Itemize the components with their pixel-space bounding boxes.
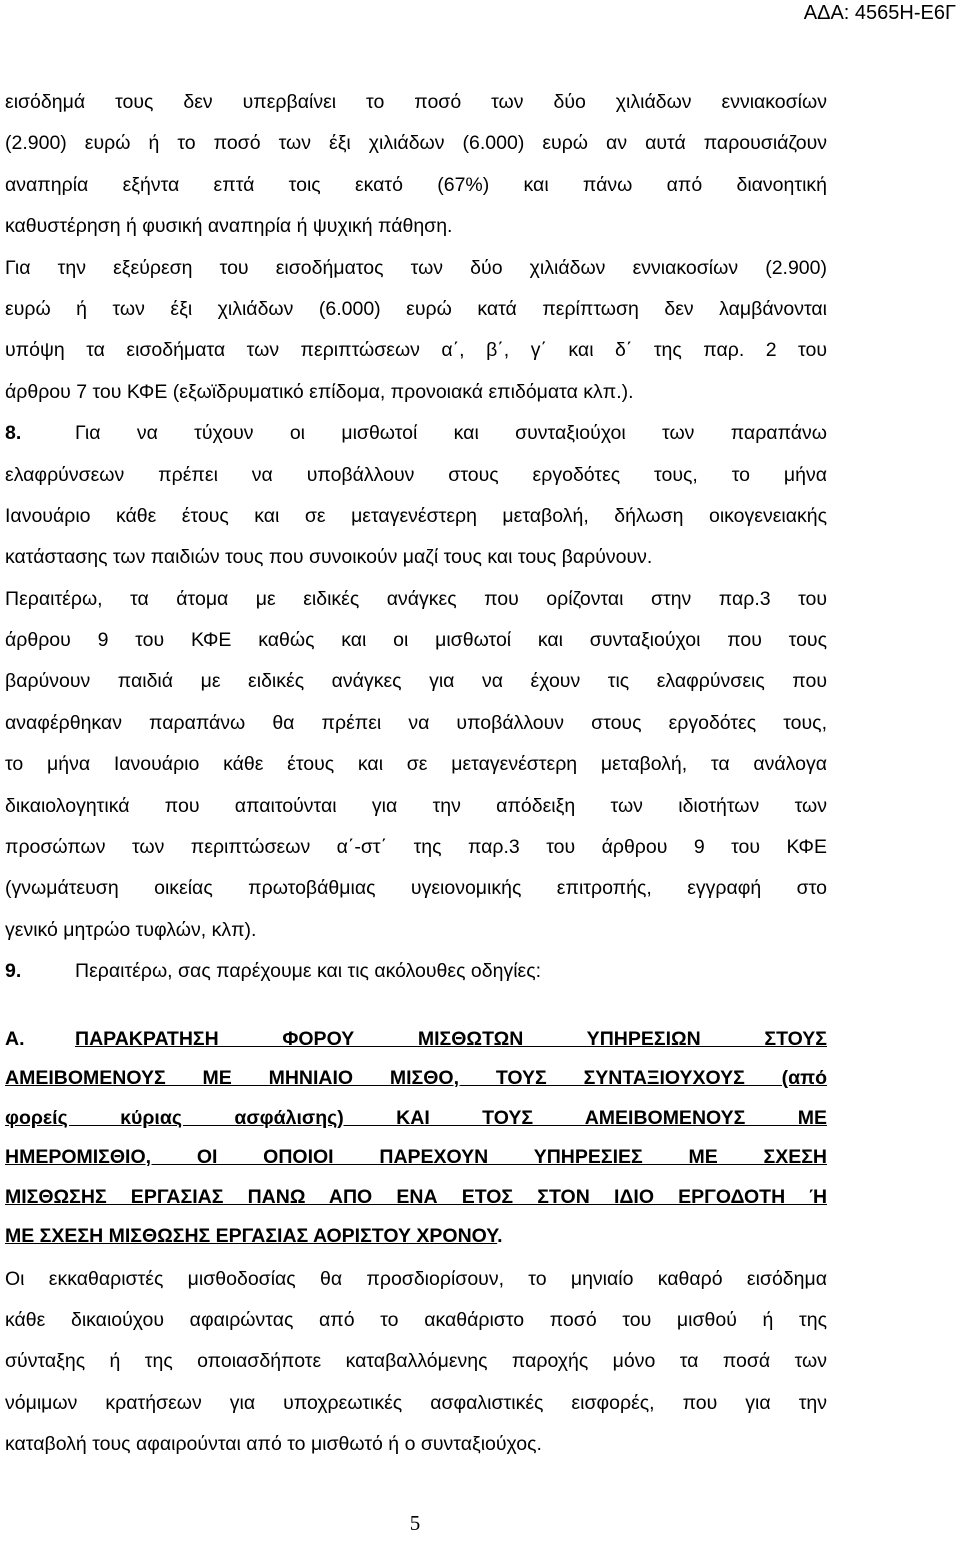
text-line: Οι εκκαθαριστές μισθοδοσίας θα προσδιορίσουν, το μηνιαίο καθαρό εισόδημα [5,1267,827,1290]
text-line: Περαιτέρω, τα άτομα με ειδικές ανάγκες που ορίζονται στην παρ.3 του [5,587,827,610]
heading-text: ΜΕ ΣΧΕΣΗ ΜΙΣΘΩΣΗΣ ΕΡΓΑΣΙΑΣ ΑΟΡΙΣΤΟΥ ΧΡΟΝΟΥ [5,1225,498,1248]
spacer [5,993,827,1020]
text-line: Ιανουάριο κάθε έτους και σε μεταγενέστερη μεταβολή, δήλωση οικογενειακής [5,504,827,527]
text-line: καταβολή τους αφαιρούνται από το μισθωτό ή ο συνταξιούχος. [5,1433,542,1456]
text-line: άρθρου 7 του ΚΦΕ (εξωϊδρυματικό επίδομα, προνοιακά επιδόματα κλπ.). [5,380,634,403]
heading-text: ΗΜΕΡΟΜΙΣΘΙΟ, ΟΙ ΟΠΟΙΟΙ ΠΑΡΕΧΟΥΝ ΥΠΗΡΕΣΙΕΣ ΜΕ ΣΧΕΣΗ [5,1146,827,1169]
text-line: Για να τύχουν οι μισθωτοί και συνταξιούχοι των παραπάνω [75,422,827,445]
heading-first-line [5,1020,827,1060]
text-line: κάθε δικαιούχου αφαιρώντας από το ακαθάριστο ποσό του μισθού ή της [5,1308,827,1331]
text-line: καθυστέρηση ή φυσική αναπηρία ή ψυχική πάθηση. [5,215,453,238]
heading-period: . [497,1225,503,1248]
section-a-continuation [5,82,827,413]
text-line: (γνωμάτευση οικείας πρωτοβάθμιας υγειονομικής επιτροπής, εγγραφή στο [5,877,827,900]
final-paragraph [5,1259,827,1466]
heading-text: ΑΜΕΙΒΟΜΕΝΟΥΣ ΜΕ ΜΗΝΙΑΙΟ ΜΙΣΘΟ, ΤΟΥΣ ΣΥΝΤΑΞΙΟΥΧΟΥΣ (από [5,1067,827,1090]
heading-text: φορείς κύριας ασφάλισης) ΚΑΙ ΤΟΥΣ ΑΜΕΙΒΟΜΕΝΟΥΣ ΜΕ [5,1106,827,1129]
text-line: Περαιτέρω, σας παρέχουμε και τις ακόλουθες οδηγίες: [75,960,542,983]
item-number: 8. [5,422,22,445]
text-line: Για την εξεύρεση του εισοδήματος των δύο χιλιάδων εννιακοσίων (2.900) [5,256,827,279]
text-line: το μήνα Ιανουάριο κάθε έτους και σε μεταγενέστερη μεταβολή, τα ανάλογα [5,753,827,776]
text-line: ευρώ ή των έξι χιλιάδων (6.000) ευρώ κατά περίπτωση δεν λαμβάνονται [5,297,827,320]
text-line: υπόψη τα εισοδήματα των περιπτώσεων α΄, β΄, γ΄ και δ΄ της παρ. 2 του [5,339,827,362]
text-line: σύνταξης ή της οποιασδήποτε καταβαλλόμενης παροχής μόνο τα ποσά των [5,1350,827,1373]
text-line: εισόδημά τους δεν υπερβαίνει το ποσό των δύο χιλιάδων εννιακοσίων [5,91,827,113]
text-line: άρθρου 9 του ΚΦΕ καθώς και οι μισθωτοί και συνταξιούχοι που τους [5,629,827,652]
text-line: αναφέρθηκαν παραπάνω θα πρέπει να υποβάλλουν στους εργοδότες τους, [5,711,827,734]
document-body [5,82,827,1466]
section-heading-a [5,1020,827,1257]
ada-code: ΑΔΑ: 4565Η-Ε6Γ [803,2,956,24]
text-line: κατάστασης των παιδιών τους που συνοικούν μαζί τους και τους βαρύνουν. [5,546,653,569]
text-line: δικαιολογητικά που απαιτούνται για την απόδειξη των ιδιοτήτων των [5,794,827,817]
text-line: γενικό μητρώο τυφλών, κλπ). [5,918,257,941]
item-8 [5,413,827,951]
text-line: προσώπων των περιπτώσεων α΄-στ΄ της παρ.3 του άρθρου 9 του ΚΦΕ [5,836,827,859]
text-line: ελαφρύνσεων πρέπει να υποβάλλουν στους εργοδότες τους, το μήνα [5,463,827,486]
heading-last-line [5,1217,827,1257]
item-number: 9. [5,960,22,983]
heading-text: ΠΑΡΑΚΡΑΤΗΣΗ ΦΟΡΟΥ ΜΙΣΘΩΤΩΝ ΥΠΗΡΕΣΙΩΝ ΣΤΟΥΣ [75,1027,827,1050]
item-8-first-line [5,413,827,454]
text-line: βαρύνουν παιδιά με ειδικές ανάγκες για να έχουν τις ελαφρύνσεις που [5,670,827,693]
heading-text: ΜΙΣΘΩΣΗΣ ΕΡΓΑΣΙΑΣ ΠΑΝΩ ΑΠΟ ΕΝΑ ΕΤΟΣ ΣΤΟΝ ΙΔΙΟ ΕΡΓΟΔΟΤΗ Ή [5,1185,827,1208]
page-number: 5 [409,1511,421,1535]
item-9 [5,951,827,992]
text-line: (2.900) ευρώ ή το ποσό των έξι χιλιάδων (6.000) ευρώ αν αυτά παρουσιάζουν [5,132,827,155]
text-line: νόμιμων κρατήσεων για υποχρεωτικές ασφαλιστικές εισφορές, που για την [5,1391,827,1414]
heading-letter: Α. [5,1027,25,1050]
text-line: αναπηρία εξήντα επτά τοις εκατό (67%) και πάνω από διανοητική [5,173,827,196]
